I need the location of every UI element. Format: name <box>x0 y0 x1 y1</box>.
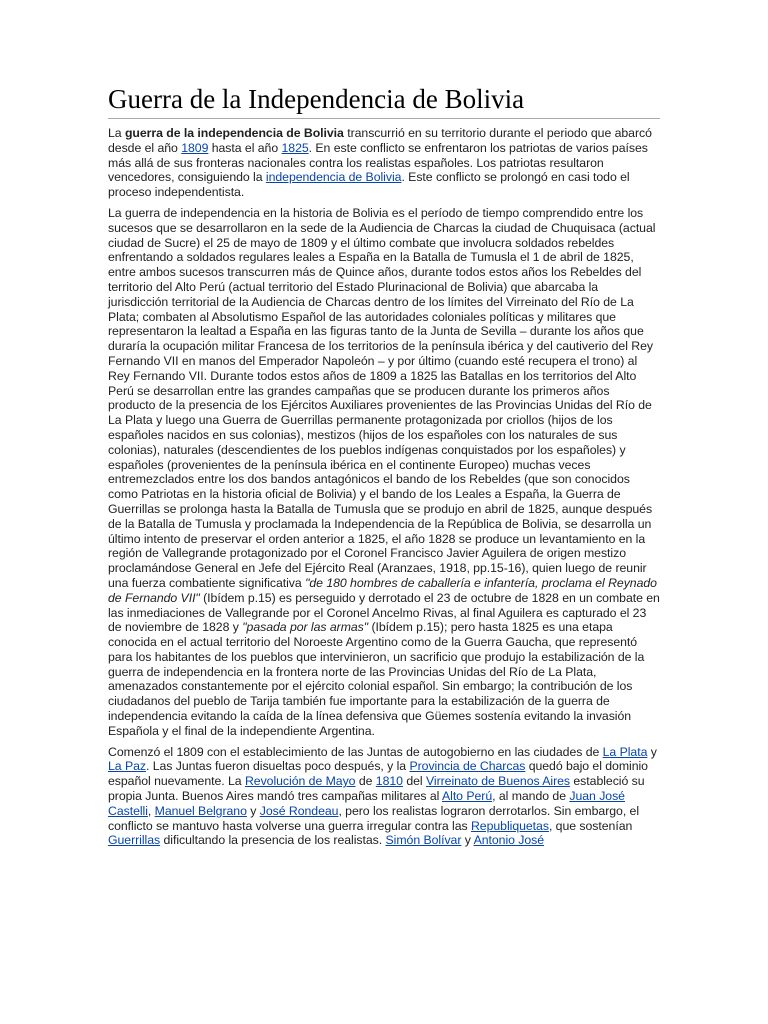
text: , pero los realistas lograron derrotarlos. Sin embargo, el conflicto se mantuvo hasta volverse una guerra irregular contra las <box>108 803 640 833</box>
text: . Las Juntas fueron disueltas poco después, y la <box>145 759 410 774</box>
history-paragraph <box>108 745 660 849</box>
text: quedó bajo el dominio español nuevamente. La <box>108 759 648 789</box>
text: Comenzó el 1809 con el establecimiento de las Juntas de autogobierno en las ciudades de <box>108 744 603 759</box>
text: y <box>246 803 260 818</box>
article <box>108 82 660 848</box>
link-manuel-belgrano[interactable]: Manuel Belgrano <box>154 803 247 818</box>
intro-paragraph <box>108 126 660 200</box>
text: , <box>147 803 155 818</box>
text: . Este conflicto se prolongó en casi todo el proceso independentista. <box>108 170 630 200</box>
text: y <box>461 833 474 848</box>
body-paragraph <box>108 206 660 739</box>
text: (Ibídem p.15); pero hasta 1825 es una etapa conocida en el actual territorio del Noroeste Argentino como de la Guerra Gaucha, que representó para los habitantes de los pueblos que intervinieron, un sacrificio que produjo la estabilización de la guerra de independencia en la frontera norte de las Provincias Unidas del Río de La Plata, amenazados constantemente por el ejército colonial español. Sin embargo; la contribución de los ciudadanos del pueblo de Tarija también fue importante para la estabilización de la guerra de independencia evitando la caída de la línea defensiva que Güemes sostenía evitando la invasión Española y el final de la independiente Argentina. <box>108 620 645 738</box>
text: transcurrió en su territorio durante el periodo que abarcó desde el año <box>108 126 652 155</box>
page-title: Guerra de la Independencia de Bolivia <box>108 82 660 119</box>
link-independencia-de-bolivia[interactable]: independencia de Bolivia <box>265 170 402 185</box>
text: y <box>647 744 657 759</box>
quote: "pasada por las armas" <box>242 620 369 635</box>
link-guerrillas[interactable]: Guerrillas <box>108 833 161 848</box>
link-1825[interactable]: 1825 <box>281 140 309 155</box>
link-provincia-de-charcas[interactable]: Provincia de Charcas <box>409 759 526 774</box>
link-juan-jose-castelli[interactable]: Juan José Castelli <box>108 789 625 818</box>
text: del <box>402 774 426 789</box>
text: de <box>355 774 376 789</box>
link-la-paz[interactable]: La Paz <box>108 759 146 774</box>
quote: "de 180 hombres de caballería e infantería, proclama el Reynado de Fernando VII" <box>108 575 657 605</box>
link-alto-peru[interactable]: Alto Perú <box>441 789 493 804</box>
text: . En este conflicto se enfrentaron los patriotas de varios países más allá de sus fronteras nacionales contra los realistas españoles. Los patriotas resultaron vencedores, consiguiendo la <box>108 140 648 185</box>
text: , al mando de <box>492 789 570 804</box>
text: hasta el año <box>208 140 282 155</box>
link-antonio-jose[interactable]: Antonio José <box>473 833 545 848</box>
text: dificultando la presencia de los realistas. <box>160 833 386 848</box>
text: La guerra de independencia en la historia de Bolivia es el período de tiempo comprendido entre los sucesos que se desarrollaron en la sede de la Audiencia de Charcas la ciudad de Chuquisaca (actual ciudad de Sucre) el 25 de mayo de 1809 y el último combate que involucra soldados rebeldes enfrentando a soldados regulares leales a España en la Batalla de Tumusla el 1 de abril de 1825, entre ambos sucesos transcurren más de Quince años, durante todos estos años los Rebeldes del territorio del Alto Perú (actual territorio del Estado Plurinacional de Bolivia) que abarcaba la jurisdicción territorial de la Audiencia de Charcas dentro de los límites del Virreinato del Río de La Plata; combaten al Absolutismo Español de las autoridades coloniales políticas y militares que representaron la lealtad a España en las figuras tanto de la Junta de Sevilla – durante los años que duraría la ocupación militar Francesa de los territorios de la península ibérica y del cautiverio del Rey Fernando VII en manos del Emperador Napoleón – y por último (cuando esté recupera el trono) al Rey Fernando VII. Durante todos estos años de 1809 a 1825 las Batallas en los territorios del Alto Perú se desarrollan entre las grandes campañas que se producen durante los primeros años producto de la presencia de los Ejércitos Auxiliares provenientes de las Provincias Unidas del Río de La Plata y luego una Guerra de Guerrillas permanente protagonizada por criollos (hijos de los españoles nacidos en sus colonias), mestizos (hijos de los españoles con los naturales de sus colonias), naturales (descendientes de los pueblos indígenas conquistados por los españoles) y españoles (provenientes de la península ibérica en el continente Europeo) muchas veces entremezclados entre los dos bandos antagónicos el bando de los Rebeldes (que son conocidos como Patriotas en la historia oficial de Bolivia) y el bando de los Leales a España, la Guerra de Guerrillas se prolonga hasta la Batalla de Tumusla que se produjo en abril de 1825, aunque después de la Batalla de Tumusla y proclamada la Independencia de la República de Bolivia, se desarrolla un último intento de preservar el orden anterior a 1825, el año 1828 se produce un levantamiento en la región de Vallegrande protagonizado por el Coronel Francisco Javier Aguilera de origen mestizo proclamándose General en Jefe del Ejército Real (Aranzaes, 1918, pp.15-16), quien luego de reunir una fuerza combatiente significativa <box>108 205 656 590</box>
link-la-plata[interactable]: La Plata <box>602 744 648 759</box>
link-1810[interactable]: 1810 <box>375 774 403 789</box>
text: La <box>108 126 125 140</box>
link-jose-rondeau[interactable]: José Rondeau <box>259 803 339 818</box>
bold-term: guerra de la independencia de Bolivia <box>124 126 344 140</box>
text: estableció su propia Junta. Buenos Aires mandó tres campañas militares al <box>108 774 645 804</box>
link-1809[interactable]: 1809 <box>181 140 209 155</box>
link-simon-bolivar[interactable]: Simón Bolívar <box>385 833 462 848</box>
link-virreinato-de-buenos-aires[interactable]: Virreinato de Buenos Aires <box>425 774 571 789</box>
text: , que sostenían <box>548 818 633 833</box>
link-revolucion-de-mayo[interactable]: Revolución de Mayo <box>244 774 356 789</box>
text: (Ibídem p.15) es perseguido y derrotado el 23 de octubre de 1828 en un combate en las inmediaciones de Vallegrande por el Coronel Ancelmo Rivas, al final Aguilera es capturado el 23 de noviembre de 1828 y <box>108 590 660 635</box>
link-republiquetas[interactable]: Republiquetas <box>470 818 549 833</box>
